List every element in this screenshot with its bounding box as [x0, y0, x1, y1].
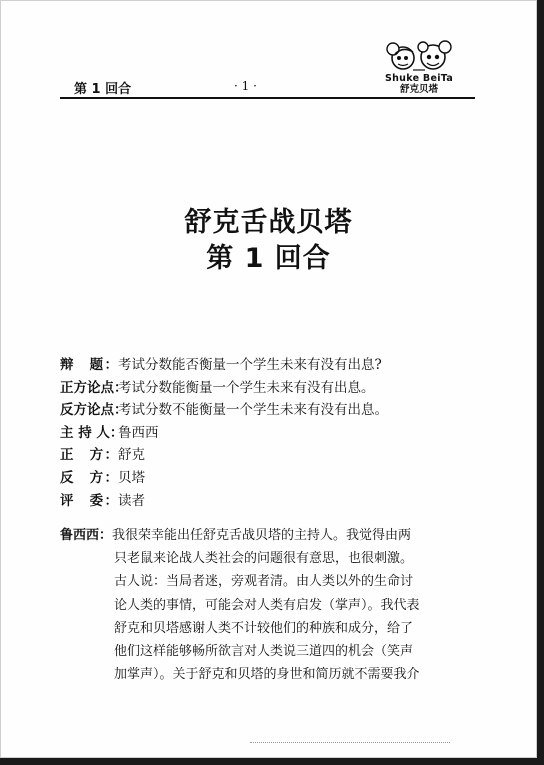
- page-number: · 1 ·: [234, 79, 257, 93]
- info-value: 贝塔: [118, 469, 145, 486]
- scan-artifact-marks: [250, 742, 450, 747]
- info-row-affirmative: [60, 444, 480, 467]
- speech-text: 我很荣幸能出任舒克舌战贝塔的主持人。我觉得由两: [112, 528, 412, 543]
- shuke-beita-logo: [365, 40, 473, 96]
- info-label: 正方论点：: [60, 379, 128, 396]
- speaker-name: 鲁西西：: [60, 528, 113, 543]
- page-header: [60, 40, 475, 98]
- info-value: 鲁西西: [118, 424, 159, 441]
- speech-line: 论人类的事情，可能会对人类有启发（掌声）。我代表: [114, 597, 420, 613]
- header-chapter-label: 第 1 回合: [74, 82, 132, 97]
- speech-line: 他们这样能够畅所欲言对人类说三道四的机会（笑声: [114, 643, 414, 659]
- info-value: 考试分数能否衡量一个学生未来有没有出息?: [118, 357, 382, 373]
- info-row-negative: [60, 467, 480, 490]
- info-value: 考试分数不能衡量一个学生未来有没有出息。: [118, 402, 388, 419]
- info-row-host: [60, 422, 480, 445]
- logo-latin-text: Shuke BeiTa: [384, 73, 454, 84]
- host-speech: [60, 524, 478, 686]
- info-row-affirmative-argument: [60, 377, 480, 400]
- chapter-subtitle: 第 1 回合: [206, 243, 331, 274]
- speech-line: 只老鼠来论战人类社会的问题很有意思，也很刺激。: [114, 551, 414, 567]
- header-divider: [60, 97, 475, 99]
- speech-line: [60, 524, 478, 547]
- speech-line: 加掌声）。关于舒克和贝塔的身世和简历就不需要我介: [114, 667, 420, 683]
- info-label: 反方论点：: [60, 402, 128, 419]
- info-label: 评 委：: [60, 492, 118, 509]
- info-label: 主 持 人：: [60, 424, 124, 441]
- info-label: 辩 题：: [60, 357, 118, 373]
- debate-info: [60, 354, 480, 512]
- info-label: 反 方：: [60, 469, 118, 486]
- info-row-negative-argument: [60, 399, 480, 422]
- info-label: 正 方：: [60, 447, 118, 464]
- speech-line: 古人说：当局者迷，旁观者清。由人类以外的生命讨: [114, 574, 414, 590]
- info-value: 舒克: [118, 447, 145, 464]
- chapter-title: 舒克舌战贝塔: [184, 207, 353, 238]
- info-value: 考试分数能衡量一个学生未来有没有出息。: [118, 379, 375, 396]
- logo-chinese-text: 舒克贝塔: [399, 84, 438, 95]
- speech-line: 舒克和贝塔感谢人类不计较他们的种族和成分，给了: [114, 620, 414, 636]
- mouse-mascots-icon: [383, 40, 455, 74]
- info-row-judge: [60, 490, 480, 513]
- info-row-topic: [60, 354, 480, 377]
- info-value: 读者: [118, 492, 145, 509]
